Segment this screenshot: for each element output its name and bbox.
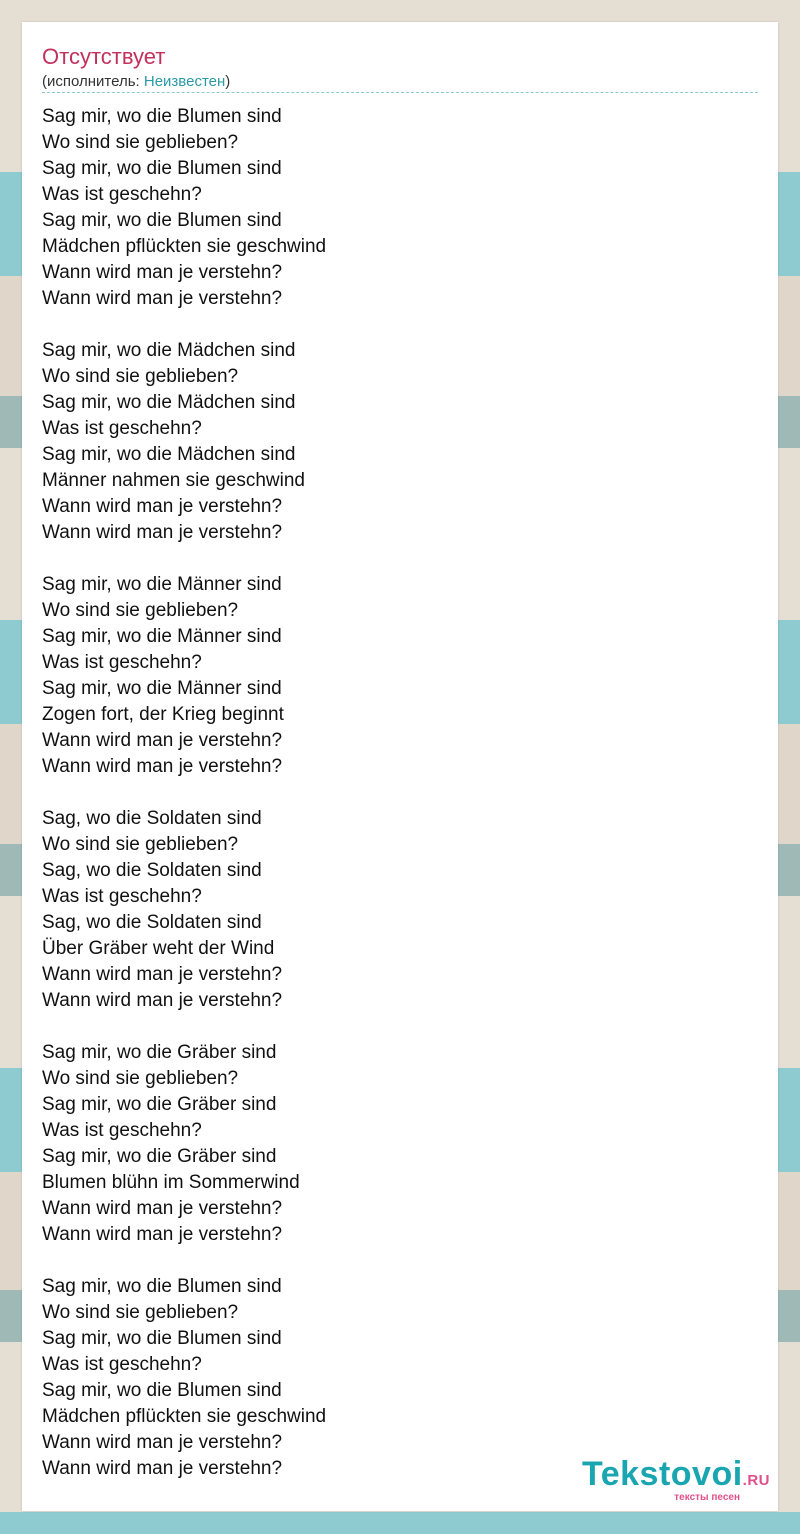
- artist-line: [42, 73, 230, 91]
- lyric-line: Wann wird man je verstehn?: [42, 730, 283, 751]
- lyric-line: Sag mir, wo die Gräber sind: [42, 1042, 277, 1063]
- logo-tagline: тексты песен: [674, 1492, 740, 1503]
- artist-suffix: ): [225, 73, 231, 90]
- stanza-gap: [42, 1248, 742, 1274]
- lyric-line: Was ist geschehn?: [42, 1354, 202, 1375]
- lyric-line: Sag mir, wo die Blumen sind: [42, 210, 282, 231]
- site-logo[interactable]: [570, 1457, 770, 1503]
- stanza-gap: [42, 780, 742, 806]
- divider: [42, 92, 758, 93]
- lyric-line: Sag mir, wo die Mädchen sind: [42, 444, 296, 465]
- lyric-line: Sag, wo die Soldaten sind: [42, 860, 262, 881]
- lyric-line: Mädchen pflückten sie geschwind: [42, 1406, 327, 1427]
- lyric-line: Wann wird man je verstehn?: [42, 522, 283, 543]
- lyric-line: Wann wird man je verstehn?: [42, 496, 283, 517]
- lyric-line: Wann wird man je verstehn?: [42, 964, 283, 985]
- lyric-line: Wo sind sie geblieben?: [42, 1068, 239, 1089]
- lyric-line: Wann wird man je verstehn?: [42, 1458, 283, 1479]
- song-title: Отсутствует: [42, 44, 166, 69]
- lyric-line: Wann wird man je verstehn?: [42, 756, 283, 777]
- lyric-line: Sag mir, wo die Blumen sind: [42, 1380, 282, 1401]
- lyric-line: Wann wird man je verstehn?: [42, 1224, 283, 1245]
- artist-link[interactable]: Неизвестен: [143, 73, 226, 90]
- lyric-line: Was ist geschehn?: [42, 652, 202, 673]
- lyric-line: Wo sind sie geblieben?: [42, 132, 239, 153]
- lyric-line: Wann wird man je verstehn?: [42, 288, 283, 309]
- lyric-line: Wann wird man je verstehn?: [42, 1198, 283, 1219]
- lyric-line: Was ist geschehn?: [42, 1120, 202, 1141]
- lyric-line: Wann wird man je verstehn?: [42, 990, 283, 1011]
- lyric-line: Sag, wo die Soldaten sind: [42, 912, 262, 933]
- lyric-line: Wann wird man je verstehn?: [42, 262, 283, 283]
- lyric-line: Sag, wo die Soldaten sind: [42, 808, 262, 829]
- lyric-line: Sag mir, wo die Blumen sind: [42, 106, 282, 127]
- lyric-line: Sag mir, wo die Gräber sind: [42, 1146, 277, 1167]
- lyric-line: Sag mir, wo die Männer sind: [42, 574, 282, 595]
- artist-prefix: (исполнитель:: [42, 73, 144, 90]
- logo-tld: .RU: [742, 1472, 770, 1489]
- lyric-line: Wann wird man je verstehn?: [42, 1432, 283, 1453]
- lyric-line: Was ist geschehn?: [42, 184, 202, 205]
- lyric-line: Wo sind sie geblieben?: [42, 600, 239, 621]
- lyric-line: Sag mir, wo die Mädchen sind: [42, 392, 296, 413]
- lyric-line: Wo sind sie geblieben?: [42, 366, 239, 387]
- stanza-gap: [42, 546, 742, 572]
- lyric-line: Zogen fort, der Krieg beginnt: [42, 704, 284, 725]
- lyrics-card: [22, 22, 778, 1511]
- background-band: [0, 1512, 800, 1534]
- stanza-gap: [42, 1014, 742, 1040]
- lyric-line: Wo sind sie geblieben?: [42, 834, 239, 855]
- lyric-line: Wo sind sie geblieben?: [42, 1302, 239, 1323]
- logo-name: Tekstovoi: [581, 1455, 743, 1493]
- lyric-line: Sag mir, wo die Gräber sind: [42, 1094, 277, 1115]
- lyric-line: Blumen blühn im Sommerwind: [42, 1172, 300, 1193]
- lyric-line: Sag mir, wo die Männer sind: [42, 678, 282, 699]
- lyric-line: Sag mir, wo die Mädchen sind: [42, 340, 296, 361]
- stanza-gap: [42, 312, 742, 338]
- lyric-line: Sag mir, wo die Blumen sind: [42, 1328, 282, 1349]
- lyric-line: Sag mir, wo die Blumen sind: [42, 158, 282, 179]
- lyrics-text: [42, 104, 742, 1482]
- lyric-line: Sag mir, wo die Blumen sind: [42, 1276, 282, 1297]
- lyric-line: Mädchen pflückten sie geschwind: [42, 236, 327, 257]
- lyric-line: Über Gräber weht der Wind: [42, 938, 275, 959]
- lyric-line: Was ist geschehn?: [42, 418, 202, 439]
- lyric-line: Was ist geschehn?: [42, 886, 202, 907]
- lyric-line: Männer nahmen sie geschwind: [42, 470, 305, 491]
- lyric-line: Sag mir, wo die Männer sind: [42, 626, 282, 647]
